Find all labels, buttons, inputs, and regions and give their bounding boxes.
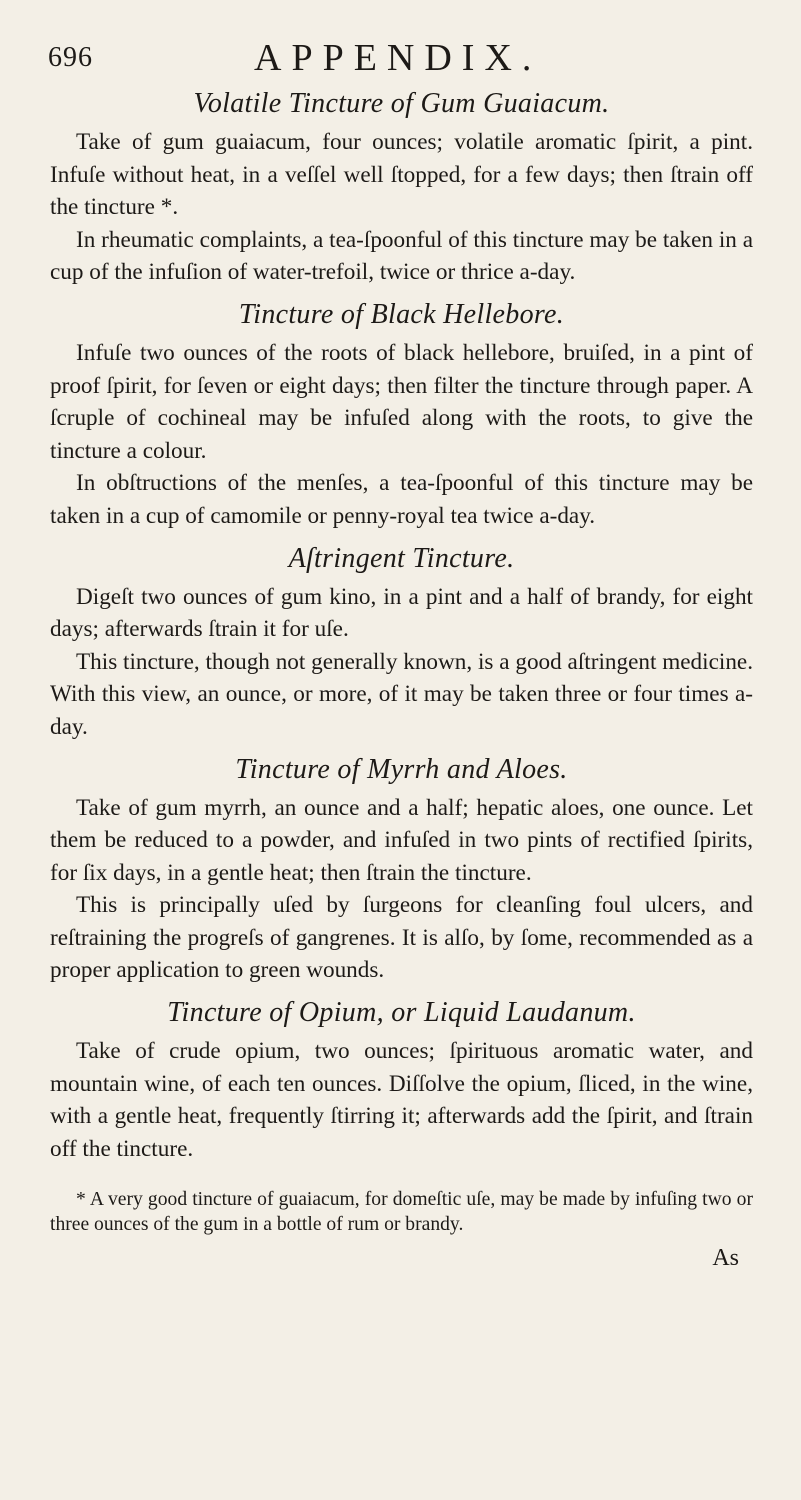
catchword: As: [712, 1245, 739, 1272]
running-title: APPENDIX.: [254, 37, 542, 79]
section-heading: Volatile Tincture of Gum Guaiacum.: [193, 88, 610, 119]
section-myrrh-aloes: [50, 754, 753, 988]
footnote-spacer: [50, 1165, 753, 1187]
section-heading: Tincture of Opium, or Liquid Laudanum.: [167, 997, 636, 1029]
paragraph: Take of crude opium, two ounces; ſpirituous aromatic water, and mountain wine, of each ten ounces. Diſſolve the opium, ſliced, in the wine, with a gentle heat, frequently ſtirring it; afterwards add the ſpirit, and ſtrain off the tincture.: [50, 1038, 753, 1162]
paragraph: Digeſt two ounces of gum kino, in a pint and a half of brandy, for eight days; afterwards ſtrain it for uſe.: [50, 583, 753, 643]
section-heading: Tincture of Myrrh and Aloes.: [235, 753, 568, 785]
paragraph: This tincture, though not generally known, is a good aſtringent medicine. With this view, an ounce, or more, of it may be taken three or four times a-day.: [50, 648, 753, 740]
running-head: [50, 18, 753, 80]
section-guaiacum: [50, 88, 753, 289]
paragraph: Take of gum myrrh, an ounce and a half; hepatic aloes, one ounce. Let them be reduced to a powder, and infuſed in two pints of rectified ſpirits, for ſix days, in a gentle heat; then ſtrain the tincture.: [50, 794, 753, 886]
paragraph: Infuſe two ounces of the roots of black hellebore, bruiſed, in a pint of proof ſpirit, for ſeven or eight days; then filter the tincture through paper. A ſcruple of cochineal may be infuſed along with the roots, to give the tincture a colour.: [50, 339, 753, 464]
paragraph: In rheumatic complaints, a tea-ſpoonful of this tincture may be taken in a cup of the infuſion of water-trefoil, twice or thrice a-day.: [50, 226, 753, 286]
section-astringent: [50, 543, 753, 744]
footnote: * A very good tincture of guaiacum, for domeſtic uſe, may be made by infuſing two or three ounces of the gum in a bottle of rum or brandy.: [50, 1189, 753, 1236]
section-heading: Tincture of Black Hellebore.: [238, 298, 565, 330]
page-number: 696: [48, 42, 93, 73]
paragraph: Take of gum guaiacum, four ounces; volatile aromatic ſpirit, a pint. Infuſe without heat, in a veſſel well ſtopped, for a few days; then ſtrain off the tincture *.: [50, 129, 753, 221]
section-heading: Aſtringent Tincture.: [288, 542, 515, 574]
paragraph: In obſtructions of the menſes, a tea-ſpoonful of this tincture may be taken in a cup of camomile or penny-royal tea twice a-day.: [50, 470, 753, 529]
paragraph: This is principally uſed by ſurgeons for cleanſing foul ulcers, and reſtraining the progreſs of gangrenes. It is alſo, by ſome, recommended as a proper application to green wounds.: [50, 892, 753, 984]
section-black-hellebore: [50, 299, 753, 533]
section-opium: [50, 997, 753, 1165]
